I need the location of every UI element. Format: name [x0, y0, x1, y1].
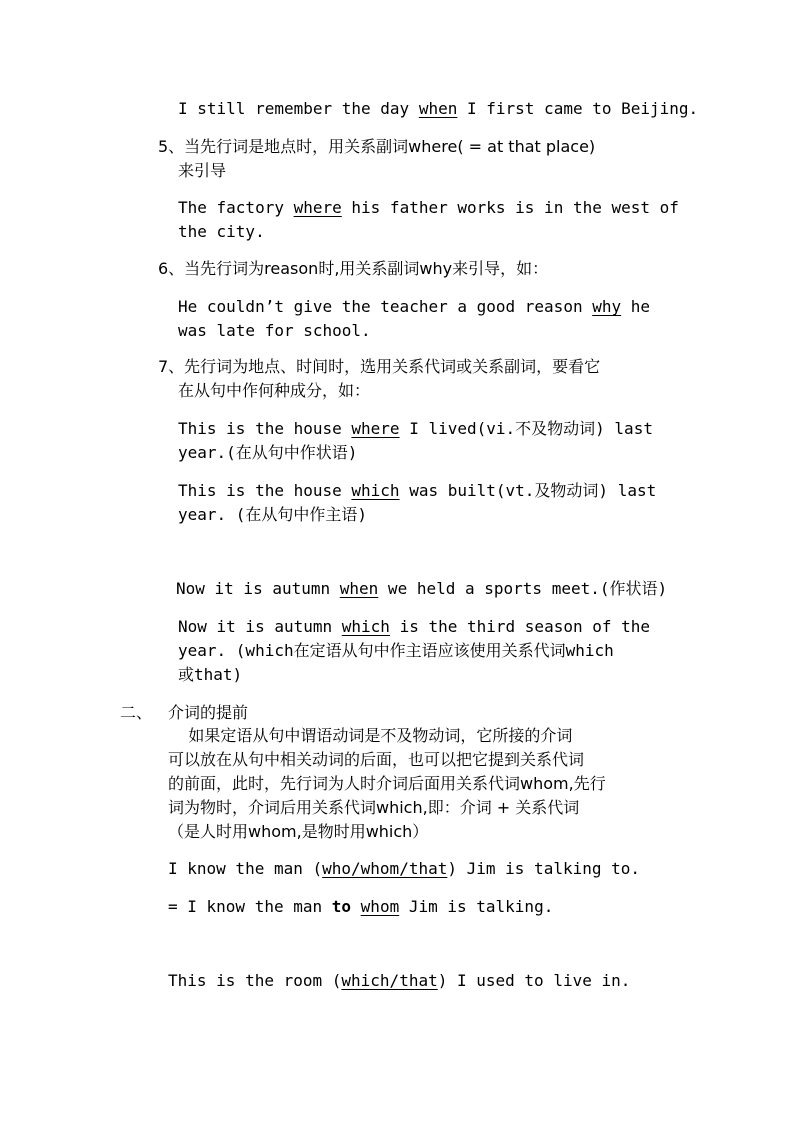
example-sentence-cont: 或that) [178, 665, 243, 684]
underlined-word: who/whom/that [322, 859, 448, 878]
section-paragraph-line: 词为物时，介词后用关系代词which,即：介词 + 关系代词 [168, 798, 580, 817]
text: This is the house [178, 419, 352, 438]
text: = I know the man [168, 897, 332, 916]
text: The factory [178, 198, 294, 217]
section-title: 介词的提前 [168, 703, 249, 722]
section-number: 二、 [120, 703, 153, 722]
example-sentence-cont: year. (在从句中作主语) [178, 505, 368, 524]
text: was built(vt.及物动词) last [399, 481, 657, 500]
section-paragraph-line: 如果定语从句中谓语动词是不及物动词，它所接的介词 [168, 726, 573, 745]
underlined-word: which [341, 617, 390, 636]
example-sentence-cont: was late for school. [178, 321, 371, 340]
example-sentence-cont: year. (which在定语从句中作主语应该使用关系代词which [178, 641, 614, 660]
text: his father works is in the west of [341, 198, 679, 217]
example-sentence [178, 197, 679, 219]
bold-word: to [331, 897, 352, 916]
text: I know the man ( [168, 859, 323, 878]
underlined-word: when [339, 579, 379, 598]
text: Jim is talking. [399, 897, 554, 916]
underlined-word: where [293, 198, 342, 217]
text: This is the room ( [168, 971, 342, 990]
example-sentence [176, 578, 667, 600]
example-sentence [168, 896, 553, 918]
section-paragraph-line: 的前面，此时，先行词为人时介词后面用关系代词whom,先行 [168, 774, 606, 793]
text: I lived(vi.不及物动词) last [399, 419, 653, 438]
text: Now it is autumn [178, 617, 342, 636]
rule-item-7-cont: 在从句中作何种成分，如： [178, 381, 371, 400]
text: is the third season of the [389, 617, 651, 636]
example-sentence [178, 480, 656, 502]
example-sentence-cont: the city. [178, 222, 265, 241]
text: Now it is autumn [176, 579, 340, 598]
example-sentence-cont: year.(在从句中作状语) [178, 443, 358, 462]
text: This is the house [178, 481, 352, 500]
example-sentence [178, 296, 650, 318]
rule-item-5-cont: 来引导 [178, 161, 227, 180]
text: we held a sports meet.(作状语) [378, 579, 668, 598]
text: he [621, 297, 651, 316]
text: ) I used to live in. [437, 971, 631, 990]
example-sentence [178, 616, 650, 638]
rule-item-6: 6、当先行词为reason时,用关系副词why来引导，如： [158, 259, 549, 278]
underlined-word: which/that [341, 971, 438, 990]
example-sentence [178, 418, 653, 440]
underlined-word: where [351, 419, 400, 438]
text: I still remember the day [178, 99, 419, 118]
text: He couldn’t give the teacher a good reason [178, 297, 593, 316]
section-paragraph-line: （是人时用whom,是物时用which） [168, 822, 429, 841]
rule-item-5: 5、当先行词是地点时，用关系副词where( = at that place) [158, 137, 596, 156]
underlined-word: which [351, 481, 400, 500]
text: ) Jim is talking to. [447, 859, 641, 878]
underlined-word: when [418, 99, 458, 118]
rule-item-7: 7、先行词为地点、时间时，选用关系代词或关系副词，要看它 [158, 357, 601, 376]
example-sentence [168, 858, 640, 880]
text [351, 897, 361, 916]
text: I first came to Beijing. [457, 99, 699, 118]
example-sentence [178, 98, 698, 120]
underlined-word: why [592, 297, 622, 316]
section-paragraph-line: 可以放在从句中相关动词的后面，也可以把它提到关系代词 [168, 750, 585, 769]
example-sentence [168, 970, 630, 992]
underlined-word: whom [360, 897, 400, 916]
